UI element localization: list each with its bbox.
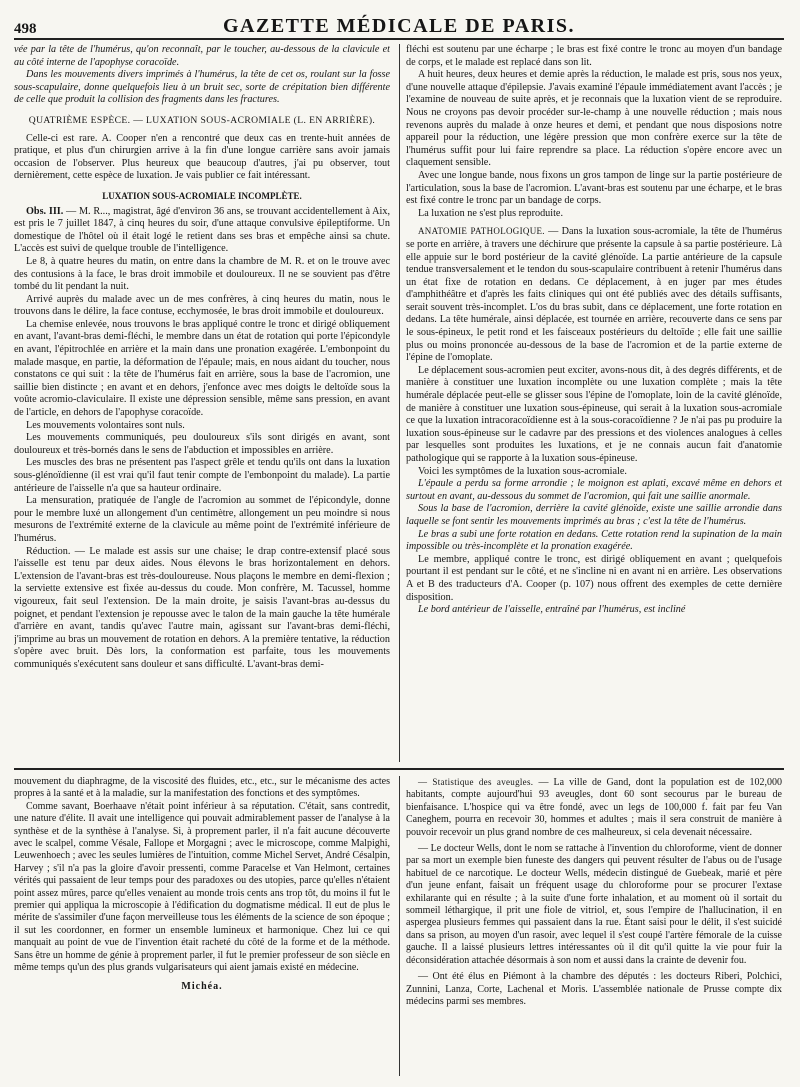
news-column bbox=[406, 776, 782, 1076]
paragraph: mouvement du diaphragme, de la viscosité des fluides, etc., etc., sur le mécanisme des actes propres à la santé et à la maladie, sur la manifestation des fonctions et des symptômes. bbox=[14, 776, 390, 800]
observation-paragraph bbox=[14, 206, 390, 256]
paragraph: Les muscles des bras ne présentent pas l'aspect grêle et tendu qu'ils ont dans la luxation sous-glénoïdienne (il est vrai qu'il faut tenir compte de l'embonpoint du malade). La partie antérieure de l'aisselle n'a que sa hauteur ordinaire. bbox=[14, 457, 390, 494]
section-title: QUATRIÈME ESPÈCE. — LUXATION SOUS-ACROMIALE (L. EN ARRIÈRE). bbox=[28, 114, 376, 126]
paragraph: Dans les mouvements divers imprimés à l'humérus, la tête de cet os, roulant sur la fosse sous-scapulaire, donne quelquefois lieu à un bruit sec, sorte de crépitation bien différente de celle que produit la collision des fragments dans les fractures. bbox=[14, 69, 390, 106]
column-rule bbox=[399, 44, 400, 762]
paragraph: Celle-ci est rare. A. Cooper n'en a rencontré que deux cas en trente-huit années de pratique, et plus d'un chirurgien arrive à la fin d'une longue carrière sans avoir jamais occasion de l'observer. Plus heureux que beaucoup d'autres, j'ai pu observer, tout dernièrement, cette espèce de luxation. Je vais publier ce fait intéressant. bbox=[14, 132, 390, 182]
masthead-title: GAZETTE MÉDICALE DE PARIS. bbox=[222, 15, 576, 37]
left-column bbox=[14, 44, 390, 762]
paragraph: L'épaule a perdu sa forme arrondie ; le moignon est aplati, excavé même en dehors et surtout en avant, au-dessous du sommet de l'acromion, qui fait une saillie anormale. bbox=[406, 478, 782, 502]
paragraph: Le membre, appliqué contre le tronc, est dirigé obliquement en avant ; quelquefois pourtant il est pendant sur le côté, et ne s'incline ni en avant ni en arrière. Les observations A et B des traducteurs d'A. Cooper (p. 107) nous offrent des exemples de cette dernière disposition. bbox=[406, 553, 782, 603]
paragraph: La mensuration, pratiquée de l'angle de l'acromion au sommet de l'épicondyle, donne pour le membre luxé un allongement d'un centimètre, allongement un peu moindre si nous mesurons de l'extrémité externe de la clavicule au même point de l'extrémité inférieure de l'humérus. bbox=[14, 495, 390, 544]
news-item bbox=[406, 776, 782, 839]
paragraph: A huit heures, deux heures et demie après la réduction, le malade est pris, sous nos yeux, d'une nouvelle attaque d'épilepsie. J'avais examiné l'épaule immédiatement avant l'accès ; je l'examine de nouveau de suite après, et je reconnais que la luxation vient de se reproduire. Nous ne croyons pas devoir procéder sur-le-champ à une nouvelle réduction ; mais nous revenons auprès du malade à onze heures et demi, et pendant que nous disposions notre appareil pour la réduction, une légère pression que mon confrère exerce sur la tête de l'humérus suffit pour lui faire reprendre sa place. La réduction s'opère encore avec un claquement sensible. bbox=[406, 69, 782, 169]
paragraph: Le déplacement sous-acromien peut exciter, avons-nous dit, à des degrés différents, et de manière à constituer une luxation incomplète ou une luxation complète ; mais la tête humérale déplacée peut-elle se glisser sous l'épine de l'omoplate, loin de la cavité glénoïde, de manière à constituer une luxation sous-épineuse, qui serait à la luxation sous-acromiale ce que la luxation intracoracoïdienne est à la sous-coracoïdienne ? Je n'ai pas pu produire la luxation sous-épineuse sur le cadavre par des pressions et des violences analogues à celles par lesquelles sont produites les luxations, et je ne connais aucun fait d'anatomie pathologique qui se rapporte à la luxation sous-épineuse. bbox=[406, 364, 782, 464]
lower-columns bbox=[14, 776, 784, 1076]
paragraph-text: — Dans la luxation sous-acromiale, la tête de l'humérus se porte en arrière, à travers une déchirure que présente la capsule à sa partie postérieure. Là elle appuie sur le bord postérieur de la cavité glénoïde. La partie antérieure de la capsule tendue transversalement et le tendon du sous-scapulaire contribuent à retenir l'humérus dans un état fixe de rotation en dedans. Ce déplacement, à en juger par mes études d'amphithéâtre et d'après les faits cliniques qui ont été publiés avec des détails suffisants, serait souvent très-incomplet. L'os du bras subit, dans ce déplacement, une forte rotation en dedans. La tête humérale, ainsi déplacée, est tournée en arrière, recouverte dans ce sens par le sous-épineux, le petit rond et les faisceaux postérieurs du deltoïde ; elle fait une saillie plus ou moins prononcée au-dessous de la base de l'acromion et de la partie externe de l'épine de l'omoplate. bbox=[406, 226, 782, 364]
paragraph: La luxation ne s'est plus reproduite. bbox=[418, 207, 563, 219]
paragraph: Réduction. — Le malade est assis sur une chaise; le drap contre-extensif placé sous l'aisselle est tenu par deux aides. Nous élevons le bras horizontalement en dehors. L'extension de l'avant-bras est très-douloureuse. Nous plaçons le membre en demi-flexion ; la serviette extensive est fixée au-dessus du coude. Mon confrère, M. Tacussel, homme vigoureux, fait seul l'extension. De la main droite, je saisis l'avant-bras au-dessus du poignet, et pendant l'extension je repousse avec le talon de la main gauche la tête humérale d'arrière en avant, tandis qu'avec l'autre main, agissant sur l'avant-bras demi-fléchi, j'imprime au bras un mouvement de rotation en dehors. A la première tentative, la réduction s'opère avec bruit. Dès lors, la conformation est parfaite, tous les mouvements communiqués s'exécutent sans douleur et sans difficulté. L'avant-bras demi- bbox=[14, 545, 390, 670]
news-item: — Le docteur Wells, dont le nom se rattache à l'invention du chloroforme, vient de donner par sa mort un exemple bien funeste des dangers qui peuvent résulter de l'abus ou de l'usage habituel de ce narcotique. Le docteur Wells, médecin distingué de Guebeak, marié et père d'un jeune enfant, faisait un fréquent usage du chloroforme pour se procurer l'extase exhilarante qui en résulte ; à la suite d'une forte inhalation, et au moment où il sortait du sommeil léthargique, il prit une fiole de vitriol, et, sous l'empire de l'hallucination, il en aspergea plusieurs femmes qui passaient dans la rue. Étant saisi pour le délit, il s'est suicidé dans sa prison, au moyen d'un rasoir, avec lequel il s'est coupé l'artère fémorale de la cuisse gauche. Il a laissé plusieurs lettres intéressantes où il dit qu'il quitte la vie pour fuir la déconsidération attachée désormais à son nom et aussi dans la crainte de devenir fou. bbox=[406, 843, 782, 966]
paragraph: La chemise enlevée, nous trouvons le bras appliqué contre le tronc et dirigé obliquement en avant, l'avant-bras demi-fléchi, le membre dans un état de rotation qui porte l'épicondyle en avant, l'épitrochlée en arrière et la main dans une pronation exagérée. L'embonpoint du malade masque, en partie, la déformation de l'épaule; mais, en nous aidant du toucher, nous constatons ce qui suit : la tête de l'humérus fait en arrière, sous la base de l'acromion, une saillie bien distincte ; en avant et en dehors, j'enfonce avec mes doigts le deltoïde sous la voûte acromio-claviculaire. Il existe une dépression sensible, même sans pression, en avant de l'article, en dehors de l'apophyse coracoïde. bbox=[14, 318, 390, 419]
news-item: — Ont été élus en Piémont à la chambre des députés : les docteurs Riberi, Polchici, Zunnini, Lanza, Corte, Lachenal et Moris. L'assemblée nationale de Prusse compte dix médecins parmi ses membres. bbox=[406, 971, 782, 1007]
news-text: — La ville de Gand, dont la population est de 102,000 habitants, compte aujourd'hui 93 aveugles, dont 60 sont secourus par le bureau de bienfaisance. L'hospice qui va être fondé, avec un legs de 100,000 f. fait par feu Van Caneghem, pourra en recevoir 30, hommes et adultes ; mais il sera construit de manière à pouvoir recevoir un plus grand nombre de ces malheureux, si cela devenait nécessaire. bbox=[406, 777, 782, 838]
paragraph: Voici les symptômes de la luxation sous-acromiale. bbox=[418, 465, 627, 477]
page-number: 498 bbox=[14, 21, 37, 37]
newspaper-page bbox=[14, 8, 784, 1078]
feuilleton-column bbox=[14, 776, 390, 1076]
subsection-title: LUXATION SOUS-ACROMIALE INCOMPLÈTE. bbox=[102, 190, 302, 201]
paragraph: Sous la base de l'acromion, derrière la cavité glénoïde, existe une saillie arrondie dans laquelle se font sentir les mouvements imprimés au bras ; c'est la tête de l'humérus. bbox=[406, 503, 782, 527]
paragraph: Le bras a subi une forte rotation en dedans. Cette rotation rend la supination de la main impossible ou très-incomplète et la pronation exagérée. bbox=[406, 528, 782, 553]
column-rule bbox=[399, 776, 400, 1076]
author-signature: Michéa. bbox=[181, 980, 223, 992]
anatomy-label: ANATOMIE PATHOLOGIQUE. bbox=[418, 226, 545, 237]
paragraph: Avec une longue bande, nous fixons un gros tampon de linge sur la partie postérieure de l'articulation, sous la base de l'acromion. L'avant-bras est soutenu par une écharpe, et le bras est fixé contre le tronc par un bandage de corps. bbox=[406, 169, 782, 207]
right-column bbox=[406, 44, 782, 762]
anatomy-paragraph bbox=[406, 225, 782, 365]
paragraph: Le bord antérieur de l'aisselle, entraîné par l'humérus, est incliné bbox=[418, 604, 686, 616]
section-divider bbox=[14, 768, 784, 770]
observation-label: Obs. III. bbox=[26, 205, 64, 217]
paragraph: Arrivé auprès du malade avec un de mes confrères, à cinq heures du matin, nous le trouvons dans le délire, la face contuse, ecchymosée, le bras droit immobile et douloureux. bbox=[14, 293, 390, 318]
paragraph: Comme savant, Boerhaave n'était point inférieur à sa réputation. C'était, sans contredit, une nature d'élite. Il avait une intelligence qui pouvait admirablement passer de l'analyse à la synthèse et de la synthèse à l'analyse. Si, à proprement parler, il n'a fait aucune découverte avec le scalpel, comme Vésale, Fallope et Morgagni ; avec le microscope, comme Malpighi, Leuwenhoech ; avec les seules lumières de l'intuition, comme Michel Servet, André Césalpin, Harvey ; s'il n'a pas la gloire d'avoir pressenti, comme Paracelse et Van Helmont, certaines vérités qui passaient de leur temps pour des paradoxes ou des utopies, parce qu'elles n'étaient point assez mûres, parce qu'elles venaient au monde trois cents ans trop tôt, du moins il fut le premier qui appliqua la microscopie à l'édification du dogmatisme médical. Il eut de plus le mérite de s'assimiler d'une façon merveilleuse tous les éléments de la science de son époque ; il sut les coordonner, en former un ensemble lumineux et harmonique. Chez lui ce qui manquait au point de vue de l'invention était racheté du côté de la forme et de la méthode. Sans être un homme de génie à proprement parler, il fut le premier professeur de son siècle en même temps qu'un des plus grands vulgarisateurs qui aient jamais existé en médecine. bbox=[14, 800, 390, 974]
page-header bbox=[14, 8, 784, 40]
paragraph: fléchi est soutenu par une écharpe ; le bras est fixé contre le tronc au moyen d'un bandage de corps, et le malade est replacé dans son lit. bbox=[406, 44, 782, 68]
paragraph: Le 8, à quatre heures du matin, on entre dans la chambre de M. R. et on le trouve avec des contusions à la face, le bras droit immobile et douloureux. Il ne se souvient pas d'être tombé du lit pendant la nuit. bbox=[14, 255, 390, 293]
upper-columns bbox=[14, 44, 784, 762]
paragraph: vée par la tête de l'humérus, qu'on reconnaît, par le toucher, au-dessous de la clavicule et au côté interne de l'apophyse coracoïde. bbox=[14, 44, 390, 68]
paragraph: Les mouvements volontaires sont nuls. bbox=[26, 419, 185, 431]
paragraph-text: — M. R..., magistrat, âgé d'environ 36 ans, se trouvant accidentellement à Aix, est pris le 7 juillet 1847, à cinq heures du soir, d'une attaque convulsive épileptiforme. Un domestique de l'hôtel où il était logé le retient dans ses bras et empêche ainsi sa chute. L'accès est suivi de quelque trouble de l'intelligence. bbox=[14, 205, 390, 255]
paragraph: Les mouvements communiqués, peu douloureux s'ils sont dirigés en avant, sont douloureux et très-bornés dans le sens de l'abduction et impossibles en arrière. bbox=[14, 432, 390, 456]
news-label: — Statistique des aveugles. bbox=[418, 777, 534, 787]
